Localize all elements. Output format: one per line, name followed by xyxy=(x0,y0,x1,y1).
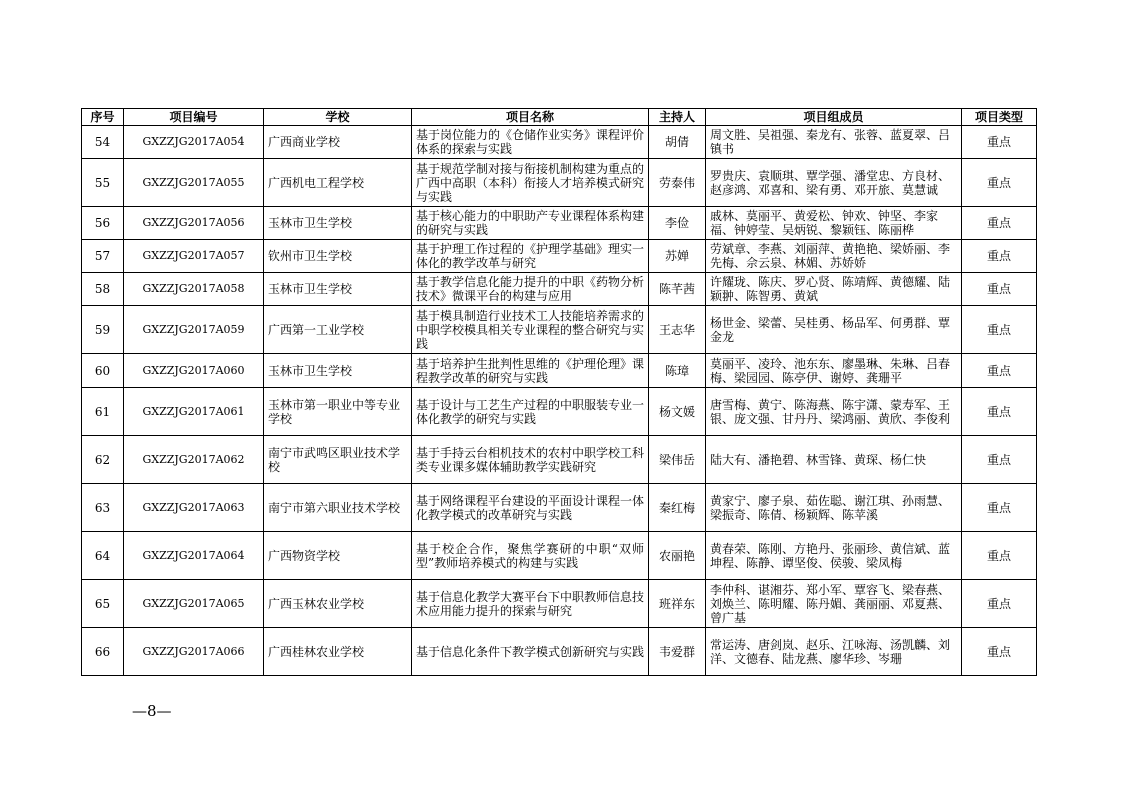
row-type: 重点 xyxy=(962,306,1037,354)
row-code: GXZZJG2017A054 xyxy=(124,126,264,159)
row-leader: 班祥东 xyxy=(649,580,706,628)
row-project-name: 基于网络课程平台建设的平面设计课程一体化教学模式的改革研究与实践 xyxy=(412,484,649,532)
row-type: 重点 xyxy=(962,159,1037,207)
row-school: 广西桂林农业学校 xyxy=(264,628,412,676)
row-project-name: 基于培养护生批判性思维的《护理伦理》课程教学改革的研究与实践 xyxy=(412,354,649,388)
project-table xyxy=(81,108,1037,676)
row-type: 重点 xyxy=(962,436,1037,484)
row-no: 58 xyxy=(82,273,124,306)
row-members: 周文胜、吴祖强、秦龙有、张蓉、蓝夏翠、吕镇书 xyxy=(706,126,962,159)
header-leader: 主持人 xyxy=(649,109,706,126)
row-school: 广西物资学校 xyxy=(264,532,412,580)
header-school: 学校 xyxy=(264,109,412,126)
row-school: 南宁市武鸣区职业技术学校 xyxy=(264,436,412,484)
row-project-name: 基于教学信息化能力提升的中职《药物分析技术》微课平台的构建与应用 xyxy=(412,273,649,306)
table-row xyxy=(82,240,1037,273)
row-project-name: 基于手持云台相机技术的农村中职学校工科类专业课多媒体辅助教学实践研究 xyxy=(412,436,649,484)
row-school: 广西玉林农业学校 xyxy=(264,580,412,628)
header-no: 序号 xyxy=(82,109,124,126)
row-type: 重点 xyxy=(962,126,1037,159)
row-members: 许耀珑、陈庆、罗心贤、陈靖辉、黄德耀、陆颖翀、陈智勇、黄斌 xyxy=(706,273,962,306)
row-code: GXZZJG2017A055 xyxy=(124,159,264,207)
row-no: 64 xyxy=(82,532,124,580)
row-leader: 胡倩 xyxy=(649,126,706,159)
row-type: 重点 xyxy=(962,273,1037,306)
row-code: GXZZJG2017A057 xyxy=(124,240,264,273)
row-leader: 韦爱群 xyxy=(649,628,706,676)
table-row xyxy=(82,388,1037,436)
row-type: 重点 xyxy=(962,628,1037,676)
row-leader: 杨文媛 xyxy=(649,388,706,436)
row-code: GXZZJG2017A061 xyxy=(124,388,264,436)
table-header-row xyxy=(82,109,1037,126)
row-leader: 农丽艳 xyxy=(649,532,706,580)
header-code: 项目编号 xyxy=(124,109,264,126)
row-members: 劳斌章、李燕、刘丽萍、黄艳艳、梁娇丽、李先梅、佘云泉、林媚、苏娇娇 xyxy=(706,240,962,273)
header-project-name: 项目名称 xyxy=(412,109,649,126)
header-members: 项目组成员 xyxy=(706,109,962,126)
table-row xyxy=(82,207,1037,240)
row-code: GXZZJG2017A064 xyxy=(124,532,264,580)
row-leader: 李俭 xyxy=(649,207,706,240)
row-project-name: 基于设计与工艺生产过程的中职服装专业一体化教学的研究与实践 xyxy=(412,388,649,436)
row-school: 南宁市第六职业技术学校 xyxy=(264,484,412,532)
row-project-name: 基于护理工作过程的《护理学基础》理实一体化的教学改革与研究 xyxy=(412,240,649,273)
table-row xyxy=(82,484,1037,532)
row-code: GXZZJG2017A056 xyxy=(124,207,264,240)
row-leader: 陈芊茜 xyxy=(649,273,706,306)
row-members: 戚林、莫丽平、黄爱松、钟欢、钟坚、李家福、钟婷莹、吴炳锐、黎颖钰、陈丽桦 xyxy=(706,207,962,240)
row-type: 重点 xyxy=(962,388,1037,436)
row-no: 63 xyxy=(82,484,124,532)
row-members: 杨世金、梁蕾、吴桂勇、杨品军、何勇群、覃金龙 xyxy=(706,306,962,354)
row-members: 黄春荣、陈刚、方艳丹、张丽珍、黄信斌、蓝坤程、陈静、谭坚俊、侯骏、梁凤梅 xyxy=(706,532,962,580)
row-code: GXZZJG2017A058 xyxy=(124,273,264,306)
row-members: 唐雪梅、黄宁、陈海燕、陈宇潇、蒙寿军、王银、庞文强、甘丹丹、梁鸿丽、黄欣、李俊利 xyxy=(706,388,962,436)
row-no: 61 xyxy=(82,388,124,436)
row-project-name: 基于核心能力的中职助产专业课程体系构建的研究与实践 xyxy=(412,207,649,240)
row-code: GXZZJG2017A063 xyxy=(124,484,264,532)
row-leader: 秦红梅 xyxy=(649,484,706,532)
row-no: 56 xyxy=(82,207,124,240)
row-project-name: 基于岗位能力的《仓储作业实务》课程评价体系的探索与实践 xyxy=(412,126,649,159)
row-leader: 梁伟岳 xyxy=(649,436,706,484)
table-row xyxy=(82,159,1037,207)
row-project-name: 基于校企合作，聚焦学赛研的中职“双师型”教师培养模式的构建与实践 xyxy=(412,532,649,580)
page-number: —8— xyxy=(132,702,172,720)
row-code: GXZZJG2017A066 xyxy=(124,628,264,676)
row-no: 54 xyxy=(82,126,124,159)
table-row xyxy=(82,532,1037,580)
row-school: 广西第一工业学校 xyxy=(264,306,412,354)
row-members: 陆大有、潘艳碧、林雪锋、黄琛、杨仁快 xyxy=(706,436,962,484)
row-school: 玉林市卫生学校 xyxy=(264,273,412,306)
table-row xyxy=(82,354,1037,388)
row-code: GXZZJG2017A062 xyxy=(124,436,264,484)
row-leader: 苏婵 xyxy=(649,240,706,273)
table-row xyxy=(82,126,1037,159)
row-project-name: 基于信息化条件下教学模式创新研究与实践 xyxy=(412,628,649,676)
row-leader: 劳泰伟 xyxy=(649,159,706,207)
row-type: 重点 xyxy=(962,580,1037,628)
row-code: GXZZJG2017A060 xyxy=(124,354,264,388)
row-no: 59 xyxy=(82,306,124,354)
row-no: 60 xyxy=(82,354,124,388)
row-leader: 陈璋 xyxy=(649,354,706,388)
row-school: 广西机电工程学校 xyxy=(264,159,412,207)
row-type: 重点 xyxy=(962,484,1037,532)
row-type: 重点 xyxy=(962,532,1037,580)
row-members: 莫丽平、凌玲、池东东、廖墨琳、朱琳、吕春梅、梁园园、陈亭伊、谢婷、龚珊平 xyxy=(706,354,962,388)
row-code: GXZZJG2017A059 xyxy=(124,306,264,354)
row-school: 玉林市卫生学校 xyxy=(264,207,412,240)
table-row xyxy=(82,436,1037,484)
row-code: GXZZJG2017A065 xyxy=(124,580,264,628)
row-members: 黄家宁、廖子泉、茹佐聪、谢江琪、孙雨慧、梁振奇、陈倩、杨颖辉、陈苹溪 xyxy=(706,484,962,532)
table-row xyxy=(82,306,1037,354)
row-no: 66 xyxy=(82,628,124,676)
row-school: 广西商业学校 xyxy=(264,126,412,159)
table-row xyxy=(82,273,1037,306)
row-type: 重点 xyxy=(962,354,1037,388)
row-no: 55 xyxy=(82,159,124,207)
row-project-name: 基于规范学制对接与衔接机制构建为重点的广西中高职（本科）衔接人才培养模式研究与实践 xyxy=(412,159,649,207)
row-no: 62 xyxy=(82,436,124,484)
row-type: 重点 xyxy=(962,207,1037,240)
table-row xyxy=(82,580,1037,628)
table-row xyxy=(82,628,1037,676)
row-members: 常运涛、唐剑岚、赵乐、江咏海、汤凯麟、刘洋、文德春、陆龙燕、廖华珍、岑珊 xyxy=(706,628,962,676)
row-no: 65 xyxy=(82,580,124,628)
row-school: 玉林市卫生学校 xyxy=(264,354,412,388)
row-leader: 王志华 xyxy=(649,306,706,354)
row-project-name: 基于信息化教学大赛平台下中职教师信息技术应用能力提升的探索与研究 xyxy=(412,580,649,628)
row-no: 57 xyxy=(82,240,124,273)
row-project-name: 基于模具制造行业技术工人技能培养需求的中职学校模具相关专业课程的整合研究与实践 xyxy=(412,306,649,354)
row-school: 玉林市第一职业中等专业学校 xyxy=(264,388,412,436)
header-type: 项目类型 xyxy=(962,109,1037,126)
row-members: 罗贵庆、袁顺琪、覃学强、潘堂忠、方良材、赵彦鸿、邓喜和、梁有勇、邓开旅、莫慧诚 xyxy=(706,159,962,207)
row-type: 重点 xyxy=(962,240,1037,273)
row-members: 李仲科、谌湘芬、郑小军、覃容飞、梁春燕、刘焕兰、陈明耀、陈丹媚、龚丽丽、邓夏燕、曾广基 xyxy=(706,580,962,628)
row-school: 钦州市卫生学校 xyxy=(264,240,412,273)
